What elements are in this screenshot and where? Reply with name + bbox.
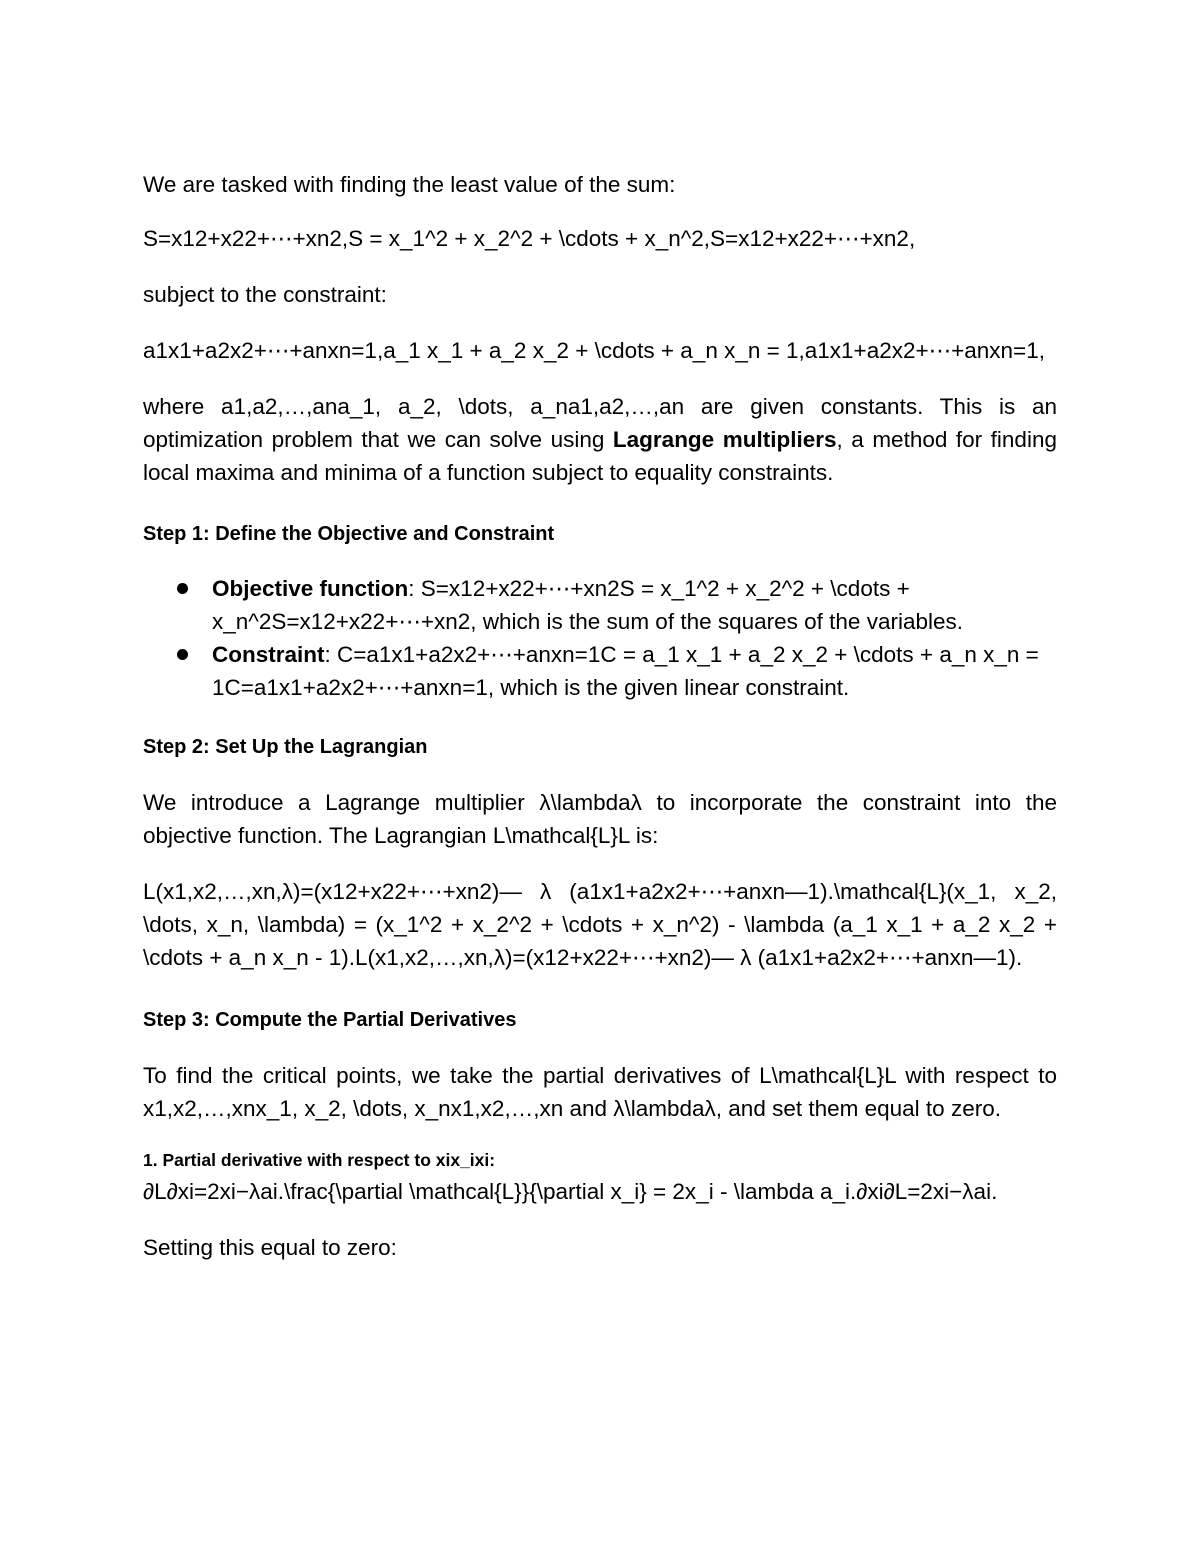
step2-heading: Step 2: Set Up the Lagrangian: [143, 736, 428, 758]
where-text-1: where a1,a2,…,ana_1, a_2, \dots, a_na1,a2,…,an are given constants. This is an optimization problem that we can solve using: [143, 394, 1057, 452]
sum-expression: S=x12+x22+⋯+xn2,S = x_1^2 + x_2^2 + \cdots + x_n^2,S=x12+x22+⋯+xn2,: [143, 226, 916, 251]
step2-paragraph: We introduce a Lagrange multiplier λ\lambdaλ to incorporate the constraint into the objective function. The Lagrangian L\mathcal{L}L is:: [143, 790, 1057, 848]
bullet-objective: [143, 572, 1057, 638]
bullet-objective-label: Objective function: [212, 576, 409, 601]
step1-bullet-list: [143, 572, 1057, 704]
partial-derivative-expression: ∂L∂xi=2xi−λai.\frac{\partial \mathcal{L}}{\partial x_i} = 2x_i - \lambda a_i.∂xi∂L=2xi−λai.: [143, 1179, 998, 1204]
bullet-constraint-label: Constraint: [212, 642, 325, 667]
lagrange-bold: Lagrange multipliers: [612, 427, 837, 452]
step1-heading: Step 1: Define the Objective and Constraint: [143, 523, 555, 545]
bullet-dot-icon: [177, 583, 188, 594]
lagrangian-expression: L(x1,x2,…,xn,λ)=(x12+x22+⋯+xn2)— λ (a1x1+a2x2+⋯+anxn—1).\mathcal{L}(x_1, x_2, \dots, x_n, \lambda) = (x_1^2 + x_2^2 + \cdots + x_n^2) - \lambda (a_1 x_1 + a_2 x_2 + \cdots + a_n x_n - 1).L(x1,x2,…,xn,λ)=(x12+x22+⋯+xn2)— λ (a1x1+a2x2+⋯+anxn—1).: [143, 879, 1057, 970]
bullet-objective-text: : S=x12+x22+⋯+xn2S = x_1^2 + x_2^2 + \cdots + x_n^2S=x12+x22+⋯+xn2, which is the sum of the squares of the variables.: [212, 576, 963, 634]
intro-line: We are tasked with finding the least value of the sum:: [143, 172, 676, 197]
subject-line: subject to the constraint:: [143, 282, 387, 307]
constraint-expression: a1x1+a2x2+⋯+anxn=1,a_1 x_1 + a_2 x_2 + \cdots + a_n x_n = 1,a1x1+a2x2+⋯+anxn=1,: [143, 338, 1045, 363]
where-text-2: , a method for finding local maxima and minima of a function subject to equality constraints.: [143, 427, 1057, 485]
step3-paragraph: To find the critical points, we take the partial derivatives of L\mathcal{L}L with respect to x1,x2,…,xnx_1, x_2, \dots, x_nx1,x2,…,xn and λ\lambdaλ, and set them equal to zero.: [143, 1063, 1057, 1121]
bullet-constraint: [143, 638, 1057, 704]
setting-line: Setting this equal to zero:: [143, 1235, 397, 1260]
bullet-dot-icon: [177, 649, 188, 660]
step3-heading: Step 3: Compute the Partial Derivatives: [143, 1009, 517, 1031]
partial-derivative-subheading: 1. Partial derivative with respect to xix_ixi:: [143, 1150, 496, 1170]
where-paragraph: [143, 390, 1057, 489]
document-page: [143, 168, 1057, 1264]
bullet-constraint-text: : C=a1x1+a2x2+⋯+anxn=1C = a_1 x_1 + a_2 x_2 + \cdots + a_n x_n = 1C=a1x1+a2x2+⋯+anxn=1, which is the given linear constraint.: [212, 642, 1039, 700]
